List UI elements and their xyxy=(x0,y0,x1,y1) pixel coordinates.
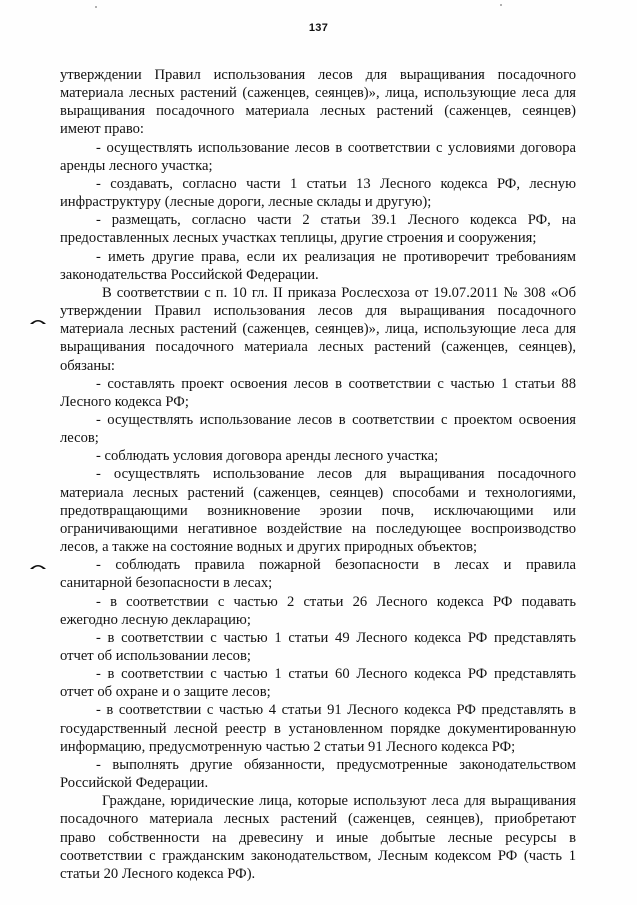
text-line: - создавать, согласно части 1 статьи 13 Лесного кодекса РФ, лесную xyxy=(96,175,576,192)
text-line: ограничивающими негативное воздействие на последующее воспроизводство xyxy=(60,520,576,537)
text-line: Граждане, юридические лица, которые используют леса для выращивания xyxy=(102,793,576,810)
text-line: аренды лесного участка; xyxy=(60,157,213,174)
text-line: предоставленных лесных участках теплицы, другие строения и сооружения; xyxy=(60,230,537,247)
punch-hole-mark xyxy=(29,562,47,570)
text-line: - в соответствии с частью 4 статьи 91 Лесного кодекса РФ представлять в xyxy=(96,702,576,719)
text-line: ежегодно лесную декларацию; xyxy=(60,611,251,628)
text-line: отчет об использовании лесов; xyxy=(60,648,251,664)
text-line: - выполнять другие обязанности, предусмотренные законодательством xyxy=(96,756,576,773)
text-line: - иметь другие права, если их реализация не противоречит требованиям xyxy=(96,248,576,265)
text-line: соответствии с гражданским законодательством, Лесным кодексом РФ (часть 1 xyxy=(60,847,576,864)
text-line: - в соответствии с частью 1 статьи 60 Лесного кодекса РФ представлять xyxy=(96,666,576,683)
page-number: 137 xyxy=(308,22,329,34)
text-line: - соблюдать правила пожарной безопасности в лесах и правила xyxy=(96,557,576,574)
text-line: утверждении Правил использования лесов для выращивания посадочного xyxy=(60,303,576,320)
text-line: материала лесных растений (саженцев, сеянцев)», лица, использующие леса для xyxy=(60,321,576,338)
text-line: информацию, предусмотренную частью 2 статьи 91 Лесного кодекса РФ; xyxy=(60,738,516,755)
punch-hole-mark xyxy=(29,317,47,325)
scan-speck xyxy=(500,4,502,6)
text-line: посадочного материала лесных растений (саженцев, сеянцев), приобретают xyxy=(60,811,576,828)
text-line: - размещать, согласно части 2 статьи 39.1 Лесного кодекса РФ, на xyxy=(96,212,576,229)
text-line: материала лесных растений (саженцев, сеянцев)», лица, использующие леса для xyxy=(60,85,576,102)
text-line: материала лесных растений (саженцев, сеянцев) способами и технологиями, xyxy=(60,484,576,501)
text-line: право собственности на древесину и иные добытые лесные ресурсы в xyxy=(60,829,576,846)
text-line: инфраструктуру (лесные дороги, лесные склады и другую); xyxy=(60,194,432,211)
text-line: предотвращающими возникновение эрозии почв, исключающими или xyxy=(60,502,576,519)
text-line: имеют право: xyxy=(60,121,144,138)
text-line: - в соответствии с частью 1 статьи 49 Лесного кодекса РФ представлять xyxy=(96,629,576,646)
text-line: выращивания посадочного материала лесных растений (саженцев, сеянцев) xyxy=(60,103,576,120)
scan-speck xyxy=(95,6,97,8)
text-line: лесов, а также на состояние водных и других природных объектов; xyxy=(60,539,478,556)
text-line: - составлять проект освоения лесов в соответствии с частью 1 статьи 88 xyxy=(96,375,576,392)
text-line: Лесного кодекса РФ; xyxy=(60,393,189,410)
text-line: - в соответствии с частью 2 статьи 26 Лесного кодекса РФ подавать xyxy=(96,593,576,610)
text-line: лесов; xyxy=(60,430,99,447)
document-body xyxy=(60,66,576,883)
text-line: утверждении Правил использования лесов для выращивания посадочного xyxy=(60,67,576,83)
text-line: - осуществлять использование лесов для выращивания посадочного xyxy=(96,466,576,483)
text-line: - осуществлять использование лесов в соответствии с проектом освоения xyxy=(96,411,576,428)
text-line: законодательства Российской Федерации. xyxy=(60,266,319,283)
text-line: Российской Федерации. xyxy=(60,775,209,792)
text-line: статьи 20 Лесного кодекса РФ). xyxy=(60,865,256,882)
text-line: - соблюдать условия договора аренды лесного участка; xyxy=(96,448,439,465)
text-line: государственный лесной реестр в установленном порядке документированную xyxy=(60,720,576,737)
text-line: обязаны: xyxy=(60,357,115,374)
text-line: В соответствии с п. 10 гл. II приказа Рослесхоза от 19.07.2011 № 308 «Об xyxy=(102,284,576,301)
text-line: выращивания посадочного материала лесных растений (саженцев, сеянцев), xyxy=(60,339,576,356)
text-line: санитарной безопасности в лесах; xyxy=(60,575,273,592)
text-line: - осуществлять использование лесов в соответствии с условиями договора xyxy=(96,139,576,156)
text-line: отчет об охране и о защите лесов; xyxy=(60,684,271,701)
